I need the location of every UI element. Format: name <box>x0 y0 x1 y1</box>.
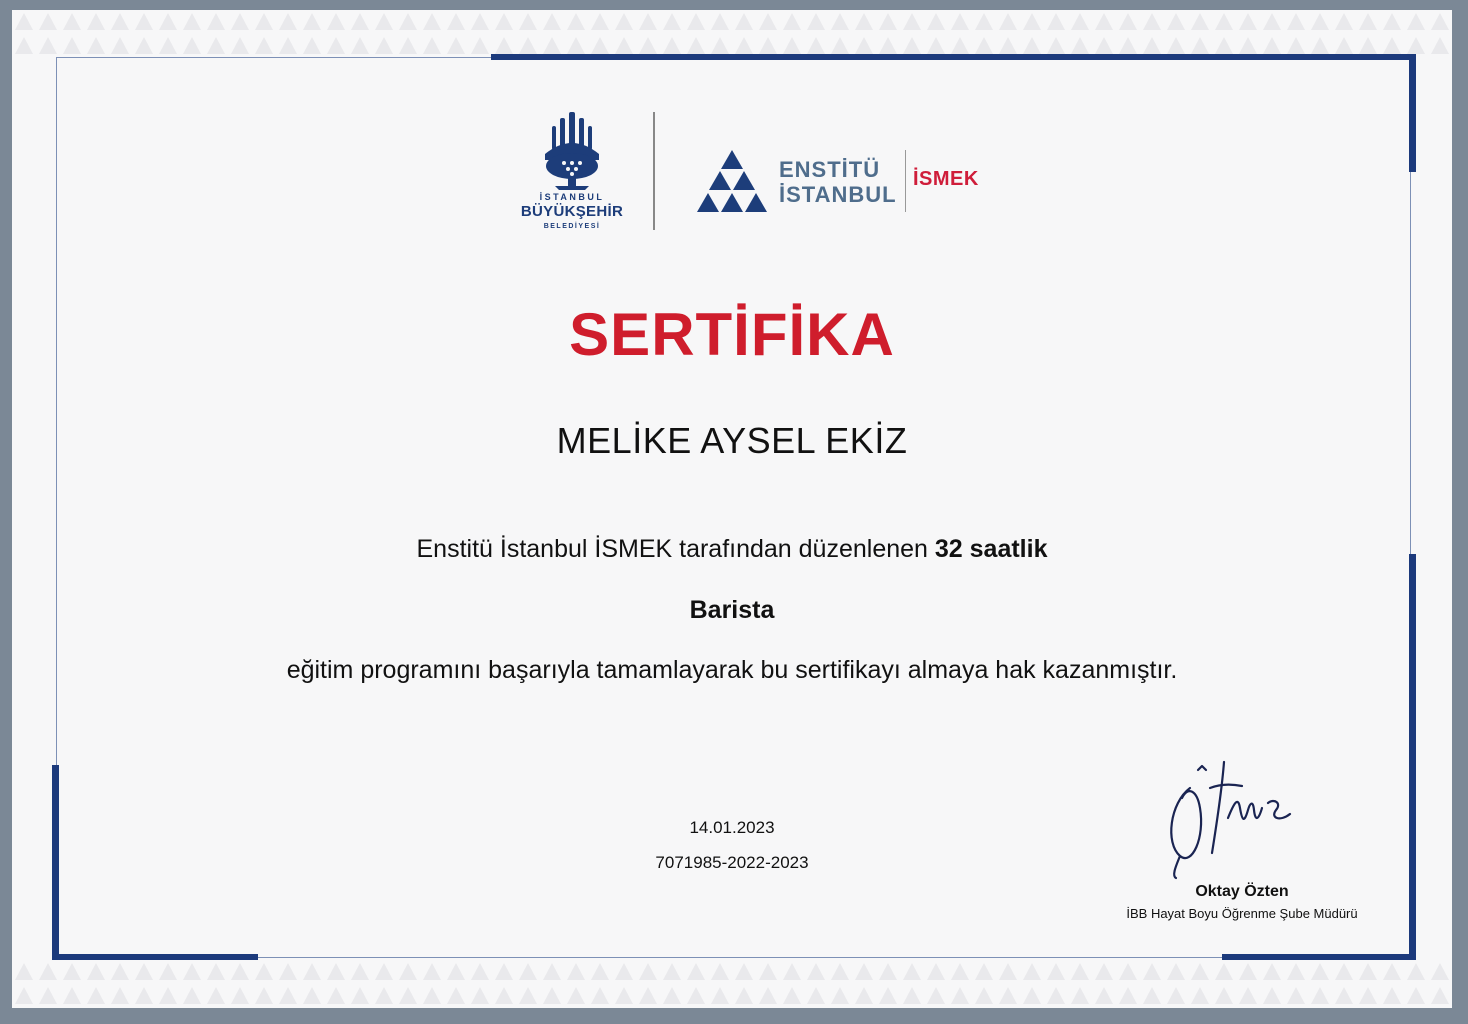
decorative-triangle-band-top <box>12 10 1452 58</box>
frame-right-top-bar <box>1409 54 1416 172</box>
ibb-logo-line2: BÜYÜKŞEHİR <box>520 203 624 220</box>
certificate-intro-line <box>12 535 1452 564</box>
ibb-logo-line3: BELEDİYESİ <box>543 223 601 230</box>
intro-text: Enstitü İstanbul İSMEK tarafından düzenlenen <box>416 535 935 563</box>
header-logos <box>517 110 997 235</box>
institute-logo-separator <box>905 150 906 212</box>
logo-divider <box>653 112 655 230</box>
ibb-emblem-icon <box>517 110 627 192</box>
signature-image <box>1150 748 1305 883</box>
recipient-name: MELİKE AYSEL EKİZ <box>556 420 908 461</box>
certificate-date: 14.01.2023 <box>689 818 775 837</box>
institute-logo-line2: İSTANBUL <box>779 182 897 207</box>
course-hours: 32 saatlik <box>934 535 1048 563</box>
ibb-logo-line1: İSTANBUL <box>539 192 605 202</box>
enstitu-triangles-icon <box>695 150 769 214</box>
decorative-triangle-band-bottom <box>12 960 1452 1008</box>
frame-bottom-right-bar <box>1222 954 1416 960</box>
completion-text: eğitim programını başarıyla tamamlayarak bu sertifikayı almaya hak kazanmıştır. <box>286 656 1178 684</box>
institute-logo-line1: ENSTİTÜ <box>779 157 881 182</box>
signatory-title: İBB Hayat Boyu Öğrenme Şube Müdürü <box>1126 906 1358 921</box>
ibb-logo <box>517 110 627 235</box>
certificate-title: SERTİFİKA <box>569 301 895 368</box>
certificate-sheet <box>12 10 1452 1008</box>
signatory-name: Oktay Özten <box>1195 883 1289 900</box>
course-name: Barista <box>689 596 775 624</box>
frame-top-bar <box>491 54 1416 60</box>
ismek-brand: İSMEK <box>913 168 979 190</box>
frame-bottom-left-bar <box>52 954 258 960</box>
certificate-number: 7071985-2022-2023 <box>655 853 809 872</box>
